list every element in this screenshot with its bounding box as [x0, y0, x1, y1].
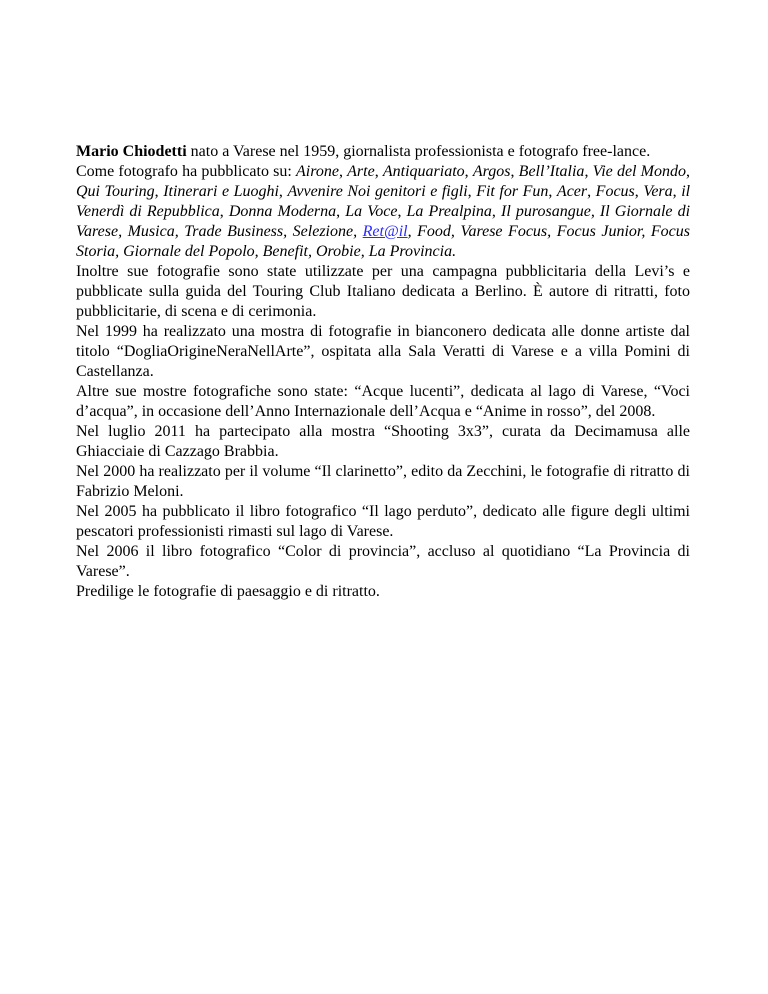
paragraph-exhibition-1999: Nel 1999 ha realizzato una mostra di fotografie in bianconero dedicata alle donne artiste dal titolo “DogliaOrigineNeraNellArte”, ospitata alla Sala Veratti di Varese e a villa Pomini di Castellanza.: [76, 323, 690, 380]
publication-title: Fit for Fun: [476, 183, 549, 200]
publications-tail: , Food, Varese Focus, Focus Junior, Focus Storia, Giornale del Popolo, Benefit, Orobie, La Provincia.: [76, 223, 690, 260]
publication-separator: ,: [397, 203, 407, 220]
publication-separator: ,: [336, 203, 346, 220]
publications-lead: Come fotografo ha pubblicato su:: [76, 163, 296, 180]
publication-separator: ,: [491, 203, 502, 220]
paragraph-clarinetto-2000: Nel 2000 ha realizzato per il volume “Il clarinetto”, edito da Zecchini, le fotografie di ritratto di Fabrizio Meloni.: [76, 463, 690, 500]
intro-text: nato a Varese nel 1959, giornalista professionista e fotografo free-lance.: [186, 143, 651, 160]
publication-title: La Voce: [345, 203, 398, 220]
publication-separator: ,: [672, 183, 682, 200]
publication-separator: ,: [467, 183, 477, 200]
publication-title: Arte: [347, 163, 375, 180]
retail-link[interactable]: Ret@il: [362, 223, 408, 240]
publication-separator: ,: [686, 163, 691, 180]
publication-separator: ,: [219, 203, 229, 220]
publication-separator: ,: [278, 183, 288, 200]
publication-title: Bell’Italia: [518, 163, 585, 180]
publication-separator: ,: [154, 183, 164, 200]
document-page: [76, 142, 690, 602]
publication-title: Itinerari e Luoghi: [163, 183, 279, 200]
paragraph-preferences: Predilige le fotografie di paesaggio e di ritratto.: [76, 583, 380, 600]
paragraph-lago-perduto-2005: Nel 2005 ha pubblicato il libro fotografico “Il lago perduto”, dedicato alle figure degli ultimi pescatori professionisti rimasti sul lago di Varese.: [76, 503, 690, 540]
publication-title: Avvenire Noi genitori e figli: [287, 183, 468, 200]
publication-title: Antiquariato: [382, 163, 465, 180]
publication-separator: ,: [584, 163, 593, 180]
publication-title: Acer: [556, 183, 588, 200]
publication-title: Donna Moderna: [228, 203, 337, 220]
intro-paragraph: [76, 142, 690, 162]
paragraph-shooting-2011: Nel luglio 2011 ha partecipato alla mostra “Shooting 3x3”, curata da Decimamusa alle Ghiacciaie di Cazzago Brabbia.: [76, 423, 690, 460]
publication-title: Vera: [643, 183, 673, 200]
author-name: Mario Chiodetti: [76, 143, 187, 160]
publication-title: il Venerdì di Repubblica: [76, 183, 691, 220]
paragraph-other-exhibitions: Altre sue mostre fotografiche sono state: “Acque lucenti”, dedicata al lago di Varese, “Voci d’acqua”, in occasione dell’Anno Internazionale dell’Acqua e “Anime in rosso”, del 2008.: [76, 383, 690, 420]
publication-separator: ,: [587, 183, 596, 200]
publication-title: La Prealpina: [406, 203, 492, 220]
publication-title: Argos: [472, 163, 511, 180]
publication-title: Il purosangue, Il Giornale di Varese, Musica, Trade Business, Selezione,: [76, 203, 691, 240]
publication-separator: ,: [510, 163, 519, 180]
publication-separator: ,: [548, 183, 557, 200]
publication-separator: ,: [634, 183, 644, 200]
paragraph-color-provincia-2006: Nel 2006 il libro fotografico “Color di provincia”, accluso al quotidiano “La Provincia di Varese”.: [76, 543, 690, 580]
publication-title: Qui Touring: [76, 183, 155, 200]
publication-separator: ,: [338, 163, 348, 180]
publication-separator: ,: [374, 163, 383, 180]
publications-paragraph: [76, 162, 690, 262]
publication-separator: ,: [464, 163, 473, 180]
paragraph-advertising: Inoltre sue fotografie sono state utilizzate per una campagna pubblicitaria della Levi’s e pubblicate sulla guida del Touring Club Italiano dedicata a Berlino. È autore di ritratti, foto pubblicitarie, di scena e di cerimonia.: [76, 263, 690, 320]
publication-title: Vie del Mondo: [592, 163, 687, 180]
publication-title: Focus: [595, 183, 635, 200]
publication-title: Airone: [296, 163, 339, 180]
